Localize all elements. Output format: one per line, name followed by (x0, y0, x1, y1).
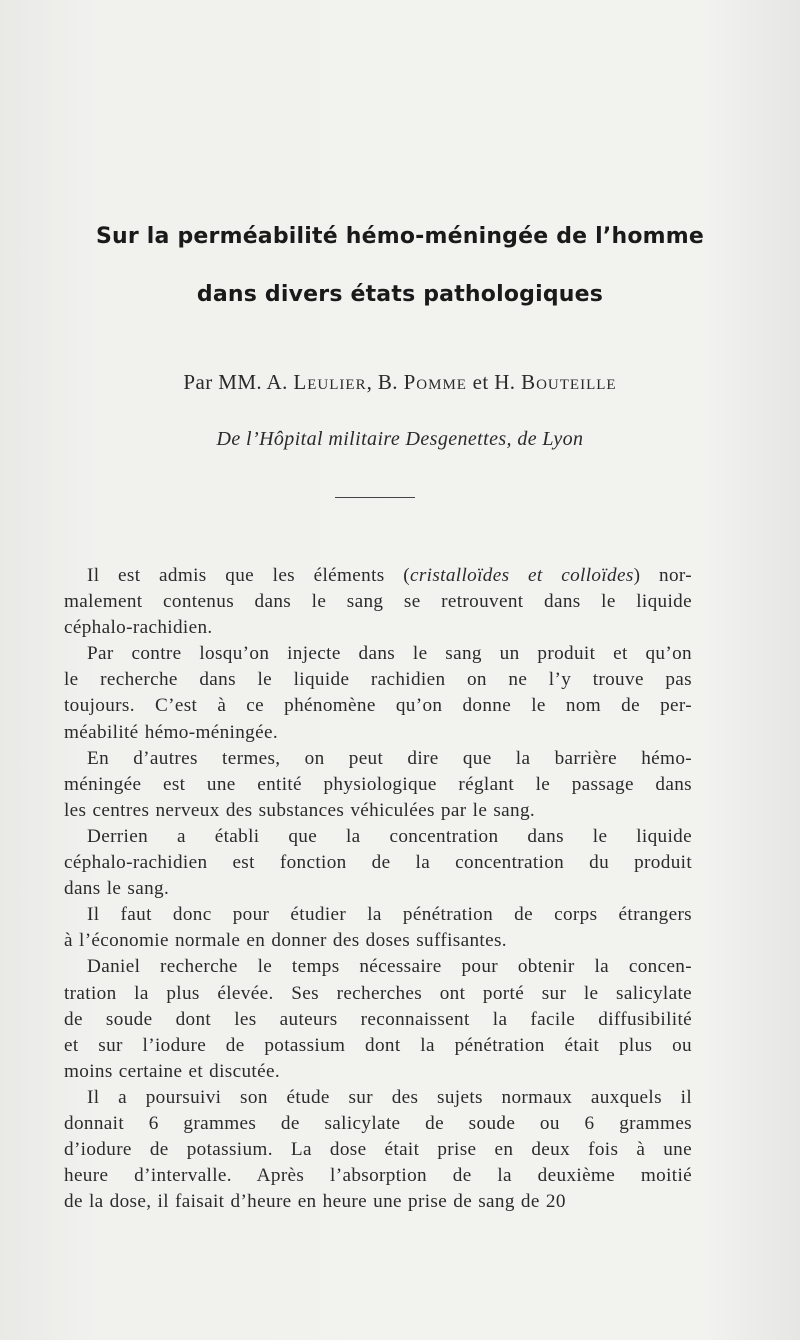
paragraph (64, 1085, 692, 1215)
paragraph (64, 746, 692, 824)
affiliation: De l’Hôpital militaire Desgenettes, de Lyon (216, 428, 584, 450)
text-line: Il a poursuivi son étude sur des sujets normaux auxquels il (87, 1086, 692, 1108)
paragraph (64, 824, 692, 902)
text-line: de la dose, il faisait d’heure en heure une prise de sang de 20 (64, 1191, 566, 1213)
author-bouteille: Bouteille (521, 370, 617, 394)
text-line: moins certaine et discutée. (64, 1060, 280, 1082)
authors-separator-2: et H. (466, 370, 516, 394)
text-line: heure d’intervalle. Après l’absorption de la deuxième moitié (64, 1165, 692, 1187)
text-line: de soude dont les auteurs reconnaissent la facile diffusibilité (64, 1008, 692, 1030)
authors-line (40, 370, 760, 395)
text-line: Il est admis que les éléments (cristalloïdes et colloïdes) nor- (87, 565, 693, 586)
italic-emphasis: cristalloïdes et colloïdes (410, 565, 634, 586)
text-line: toujours. C’est à ce phénomène qu’on donne le nom de per- (64, 695, 692, 717)
text-line: d’iodure de potassium. La dose était prise en deux fois à une (64, 1139, 692, 1161)
text-line: donnait 6 grammes de salicylate de soude ou 6 grammes (64, 1112, 692, 1134)
text-line: à l’économie normale en donner des doses suffisantes. (64, 930, 507, 952)
text-line: les centres nerveux des substances véhiculées par le sang. (64, 799, 536, 821)
text-line: céphalo-rachidien est fonction de la concentration du produit (64, 852, 692, 874)
author-leulier: Leulier (293, 370, 367, 394)
paragraph (64, 954, 692, 1084)
authors-prefix: Par MM. A. (183, 370, 288, 394)
text-line: céphalo-rachidien. (64, 617, 213, 639)
paragraph (64, 563, 692, 641)
authors-separator-1: , B. (366, 370, 398, 394)
text-line: méningée est une entité physiologique réglant le passage dans (64, 773, 692, 795)
text-line: En d’autres termes, on peut dire que la barrière hémo- (87, 747, 692, 769)
text-line: le recherche dans le liquide rachidien on ne l’y trouve pas (64, 669, 692, 691)
paragraph (64, 641, 692, 745)
article-body (64, 563, 692, 1215)
text-line: méabilité hémo-méningée. (64, 721, 278, 743)
text-line: Par contre losqu’on injecte dans le sang un produit et qu’on (87, 643, 692, 665)
article-title-line-1: Sur la perméabilité hémo-méningée de l’homme (95, 224, 705, 249)
text-line: Derrien a établi que la concentration dans le liquide (87, 825, 692, 847)
text-line: dans le sang. (64, 878, 170, 900)
section-divider (335, 497, 415, 498)
text-line: Daniel recherche le temps nécessaire pour obtenir la concen- (87, 956, 692, 978)
paragraph (64, 902, 692, 954)
text-line: et sur l’iodure de potassium dont la pénétration était plus ou (64, 1034, 692, 1056)
article-title-line-2: dans divers états pathologiques (196, 282, 604, 307)
text-line: malement contenus dans le sang se retrouvent dans le liquide (64, 591, 692, 613)
text-line: tration la plus élevée. Ses recherches ont porté sur le salicylate (64, 982, 692, 1004)
author-pomme: Pomme (403, 370, 467, 394)
text-line: Il faut donc pour étudier la pénétration de corps étrangers (87, 904, 692, 926)
